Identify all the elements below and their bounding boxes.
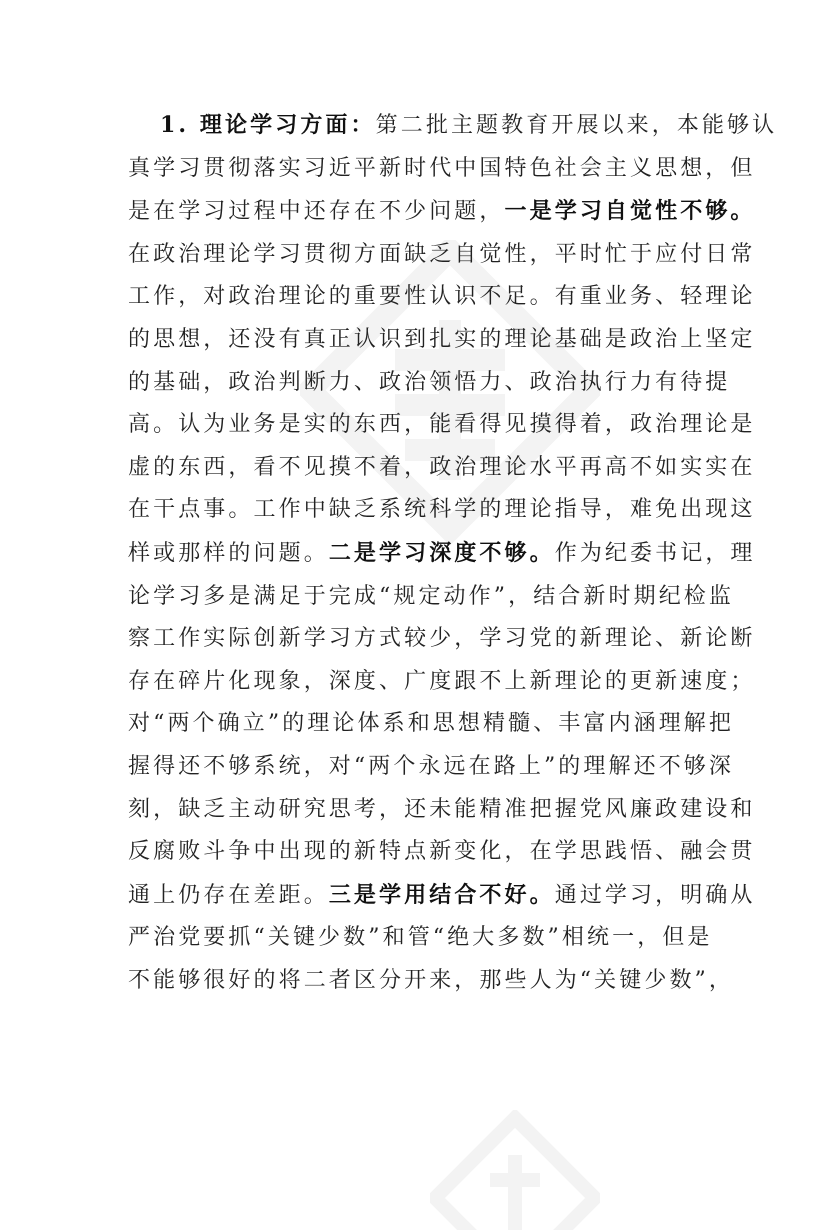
text-line: [128, 532, 756, 576]
text-run: 真学习贯彻落实习近平新时代中国特色社会主义思想，但: [128, 155, 756, 181]
text-line: [128, 319, 756, 362]
bold-heading-run: 二是学习深度不够。: [328, 539, 555, 566]
text-line: [128, 831, 756, 874]
text-line: [128, 960, 734, 1003]
text-line: [128, 576, 734, 619]
text-line: [128, 618, 756, 661]
text-line: [128, 661, 756, 704]
text-run: 高。认为业务是实的东西，能看得见摸得着，政治理论是: [128, 412, 756, 438]
text-run: 严治党要抓“关键少数”和管“绝大多数”相统一，但是: [128, 925, 713, 951]
text-run: 虚的东西，看不见摸不着，政治理论水平再高不如实实在: [128, 454, 756, 480]
text-line: [128, 917, 713, 960]
text-run: 察工作实际创新学习方式较少，学习党的新理论、新论断: [128, 626, 756, 652]
text-line: [128, 789, 756, 832]
text-line: [128, 276, 756, 319]
text-run: 样或那样的问题。: [128, 540, 329, 566]
text-run: 第二批主题教育开展以来，本能够认: [375, 113, 778, 138]
text-line: [128, 190, 756, 234]
watermark-logo-icon: [430, 1110, 600, 1230]
text-run: 工作，对政治理论的重要性认识不足。有重业务、轻理论: [128, 284, 756, 310]
text-line: [128, 148, 756, 191]
text-run: 的基础，政治判断力、政治领悟力、政治执行力有待提: [128, 369, 731, 395]
text-run: 在干点事。工作中缺乏系统科学的理论指导，难免出现这: [128, 497, 756, 523]
text-run: 在政治理论学习贯彻方面缺乏自觉性，平时忙于应付日常: [128, 241, 756, 267]
text-run: 反腐败斗争中出现的新特点新变化，在学思践悟、融会贯: [128, 839, 756, 865]
text-run: 存在碎片化现象，深度、广度跟不上新理论的更新速度；: [128, 668, 756, 694]
text-run: 握得还不够系统，对“两个永远在路上”的理解还不够深: [128, 753, 734, 779]
text-line: [128, 234, 756, 277]
text-run: 刻，缺乏主动研究思考，还未能精准把握党风廉政建设和: [128, 796, 756, 822]
text-line: [128, 362, 731, 405]
text-line: [128, 404, 756, 447]
text-run: 对“两个确立”的理论体系和思想精髓、丰富内涵理解把: [128, 711, 734, 737]
text-run: 论学习多是满足于完成“规定动作”，结合新时期纪检监: [128, 583, 734, 609]
text-run: 是在学习过程中还存在不少问题，: [128, 199, 505, 225]
bold-heading-run: 三是学用结合不好。: [328, 881, 555, 908]
bold-heading-run: 1. 理论学习方面：: [160, 112, 376, 138]
text-line: [128, 489, 756, 532]
text-run: 通过学习，明确从: [554, 882, 756, 908]
text-run: 作为纪委书记，理: [554, 540, 756, 566]
text-line: [128, 104, 778, 148]
text-run: 的思想，还没有真正认识到扎实的理论基础是政治上坚定: [128, 326, 756, 352]
text-line: [128, 447, 756, 490]
text-line: [128, 746, 734, 789]
bold-heading-run: 一是学习自觉性不够。: [504, 198, 756, 225]
text-run: 不能够很好的将二者区分开来，那些人为“关键少数”，: [128, 967, 734, 993]
text-run: 通上仍存在差距。: [128, 882, 329, 908]
text-line: [128, 703, 734, 746]
text-line: [128, 874, 756, 918]
body-paragraph: [128, 104, 778, 1002]
